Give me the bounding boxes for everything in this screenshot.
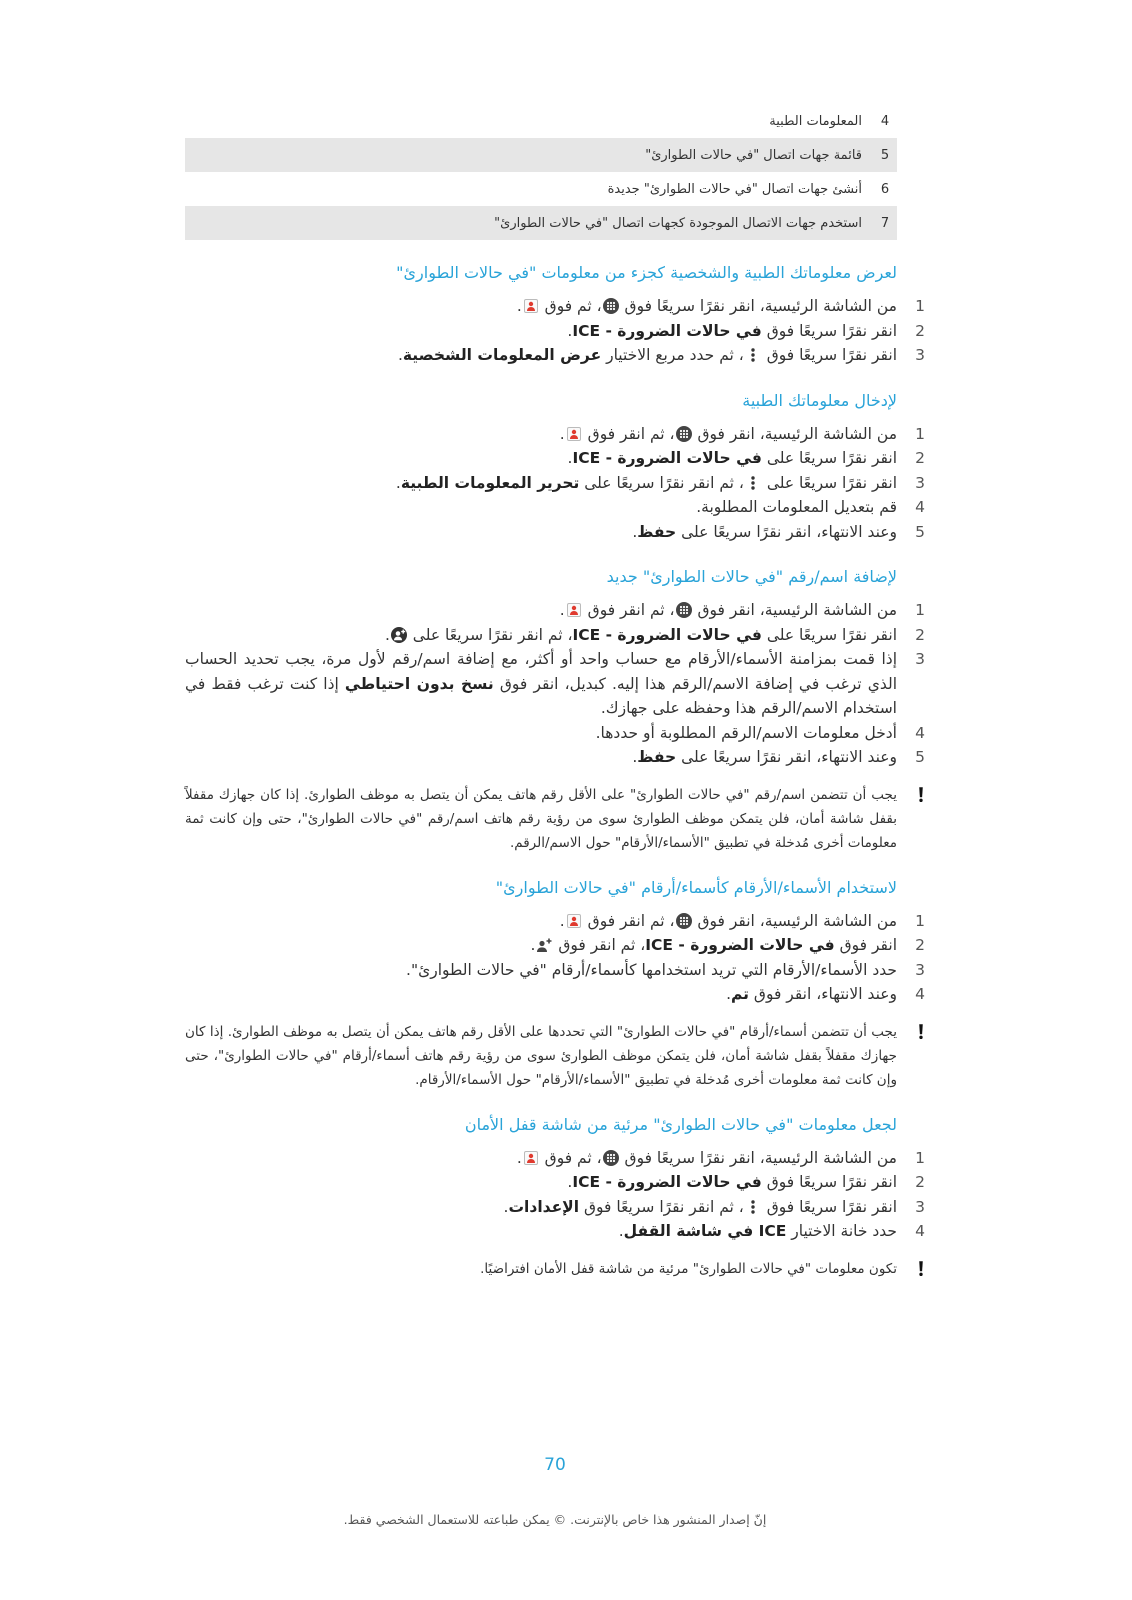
step-text: . — [384, 625, 390, 644]
ui-label: في حالات الضرورة - ICE — [645, 936, 835, 954]
step-text: انقر نقرًا سريعًا على — [761, 625, 897, 644]
step-number: 5 — [915, 522, 925, 541]
step-text: . — [516, 297, 522, 315]
step-number: 4 — [915, 1222, 925, 1240]
section-enter-medical-info — [185, 389, 925, 545]
legend-label: قائمة جهات اتصال "في حالات الطوارئ" — [645, 147, 862, 163]
ui-label: عرض المعلومات الشخصية — [402, 346, 602, 364]
step — [185, 909, 925, 934]
step — [185, 623, 925, 648]
section-heading: لإدخال معلوماتك الطبية — [742, 390, 897, 410]
step-number: 3 — [915, 1197, 925, 1216]
legend-label: استخدم جهات الاتصال الموجودة كجهات اتصال "في حالات الطوارئ" — [494, 215, 862, 231]
step-number: 3 — [915, 346, 925, 364]
steps-list — [185, 598, 925, 770]
step-number: 4 — [915, 498, 925, 516]
steps-list — [185, 294, 925, 368]
step — [185, 1170, 925, 1195]
note — [185, 783, 897, 855]
step-text: . — [559, 911, 565, 930]
step — [185, 495, 925, 520]
ui-label: تم — [731, 985, 749, 1003]
menu-icon — [745, 1199, 761, 1215]
ui-label: في حالات الضرورة - ICE — [572, 1173, 762, 1191]
warning-icon — [917, 1023, 925, 1040]
apps-icon — [676, 913, 692, 929]
step-text: . — [726, 985, 731, 1003]
step-number: 3 — [915, 473, 925, 492]
step-text: . — [567, 1173, 573, 1191]
note-text: يجب أن تتضمن اسم/رقم "في حالات الطوارئ" على الأقل رقم هاتف يمكن أن يتصل به موظف الطوارئ. إذا كان جهازك مقفلاً بقفل شاشة أمان، فلن يتمكن موظف الطوارئ سوى من رؤية رقم هاتف اسم/رقم "في حالات الطوارئ"، حتى وإن كانت ثمة معلومات أخرى مُدخلة في تطبيق "الأسماء/الأرقام" حول الاسم/الرقم. — [185, 786, 897, 851]
ui-label: في حالات الضرورة - ICE — [572, 625, 762, 644]
section-ice-on-lockscreen — [185, 1113, 925, 1281]
step-text: ، ثم انقر نقرًا سريعًا على — [579, 473, 744, 492]
step-text: . — [559, 601, 565, 619]
step-number: 1 — [915, 424, 925, 443]
note-text: تكون معلومات "في حالات الطوارئ" مرئية من شاشة قفل الأمان افتراضيًا. — [480, 1260, 897, 1277]
ice-app-icon — [566, 602, 582, 618]
section-heading: لإضافة اسم/رقم "في حالات الطوارئ" جديد — [606, 567, 897, 586]
legend-row — [185, 172, 897, 206]
step-text: ، ثم انقر فوق — [582, 424, 675, 443]
section-use-contacts-as-ice — [185, 876, 925, 1092]
step-text: أدخل معلومات الاسم/الرقم المطلوبة أو حددها. — [595, 723, 897, 742]
legend-row — [185, 104, 897, 138]
step — [185, 319, 925, 344]
step-text: . — [632, 522, 638, 541]
step-number: 4 — [915, 723, 925, 742]
apps-icon — [676, 602, 692, 618]
step — [185, 933, 925, 958]
apps-icon — [603, 1150, 619, 1166]
section-view-personal-info — [185, 261, 925, 368]
step-text: انقر نقرًا سريعًا فوق — [761, 321, 897, 340]
ui-label: في حالات الضرورة - ICE — [572, 321, 762, 340]
ice-app-icon — [566, 426, 582, 442]
footer-text: إنّ إصدار المنشور هذا خاص بالإنترنت. © يمكن طباعته للاستعمال الشخصي فقط. — [343, 1512, 767, 1527]
step-number: 2 — [915, 321, 925, 340]
ice-app-icon — [523, 298, 539, 314]
step-text: ، ثم حدد مربع الاختيار — [601, 346, 744, 364]
step-number: 3 — [915, 650, 925, 668]
step-text: انقر نقرًا سريعًا فوق — [761, 346, 897, 364]
step-number: 5 — [915, 748, 925, 766]
step-text: . — [516, 1148, 522, 1167]
warning-icon — [917, 1260, 925, 1277]
legend-number: 5 — [880, 147, 890, 163]
step — [185, 745, 925, 770]
numbered-legend-table — [185, 104, 897, 240]
step — [185, 1146, 925, 1171]
step-text: انقر فوق — [834, 936, 897, 954]
section-heading: لجعل معلومات "في حالات الطوارئ" مرئية من شاشة قفل الأمان — [464, 1114, 897, 1134]
step-text: ، ثم فوق — [539, 297, 602, 315]
add-people-icon — [536, 937, 552, 953]
step-text: من الشاشة الرئيسية، انقر فوق — [692, 424, 897, 443]
ui-label: الإعدادات — [508, 1197, 580, 1216]
menu-icon — [745, 475, 761, 491]
step-text: . — [530, 936, 536, 954]
step-text: وعند الانتهاء، انقر نقرًا سريعًا على — [676, 522, 897, 541]
step-text: انقر نقرًا سريعًا فوق — [761, 1197, 897, 1216]
ui-label: تحرير المعلومات الطبية — [400, 473, 580, 492]
step-number: 1 — [915, 1148, 925, 1167]
step — [185, 1219, 925, 1244]
step — [185, 958, 925, 983]
ice-app-icon — [566, 913, 582, 929]
legend-number: 7 — [880, 215, 890, 231]
section-heading: لاستخدام الأسماء/الأرقام كأسماء/أرقام "في حالات الطوارئ" — [495, 877, 897, 897]
step-text: انقر نقرًا سريعًا فوق — [761, 1173, 897, 1191]
step — [185, 598, 925, 623]
note-text: يجب أن تتضمن أسماء/أرقام "في حالات الطوارئ" التي تحددها على الأقل رقم هاتف يمكن أن يتصل به موظف الطوارئ. إذا كان جهازك مقفلاً بقفل شاشة أمان، فلن يتمكن موظف الطوارئ سوى من رؤية رقم هاتف أسماء/أرقام "في حالات الطوارئ"، حتى وإن كانت ثمة معلومات أخرى مُدخلة في تطبيق "الأسماء/الأرقام" حول الأسماء/الأرقام. — [185, 1023, 897, 1088]
step-text: . — [397, 346, 403, 364]
legend-label: المعلومات الطبية — [769, 113, 862, 129]
step-text: انقر نقرًا سريعًا على — [761, 449, 897, 467]
legend-label: أنشئ جهات اتصال "في حالات الطوارئ" جديدة — [607, 181, 862, 197]
apps-icon — [603, 298, 619, 314]
steps-list — [185, 1146, 925, 1244]
ice-app-icon — [523, 1150, 539, 1166]
step-number: 1 — [915, 911, 925, 930]
step — [185, 1195, 925, 1220]
step-text: إذا قمت بمزامنة الأسماء/الأرقام مع حساب واحد أو أكثر، مع إضافة اسم/رقم لأول مرة، يجب تحديد الحساب الذي ترغب في إضافة الاسم/الرقم هذا إليه. كبديل، انقر فوق — [185, 650, 897, 693]
step-text: ، ثم فوق — [539, 1148, 602, 1167]
menu-icon — [745, 347, 761, 363]
step-number: 2 — [915, 449, 925, 467]
step-text: ، ثم انقر نقرًا سريعًا فوق — [579, 1197, 744, 1216]
step-text: ، ثم انقر نقرًا سريعًا على — [407, 625, 573, 644]
ui-label: في حالات الضرورة - ICE — [572, 449, 762, 467]
section-heading: لعرض معلوماتك الطبية والشخصية كجزء من معلومات "في حالات الطوارئ" — [396, 263, 897, 282]
step — [185, 982, 925, 1007]
legend-row — [185, 138, 897, 172]
step-text: حدد الأسماء/الأرقام التي تريد استخدامها كأسماء/أرقام "في حالات الطوارئ". — [406, 960, 897, 979]
note — [185, 1020, 897, 1092]
step — [185, 343, 925, 368]
ui-label: حفظ — [637, 522, 677, 541]
step — [185, 520, 925, 545]
step-number: 3 — [915, 960, 925, 979]
ui-label: نسخ بدون احتياطي — [344, 674, 494, 693]
step-text: وعند الانتهاء، انقر نقرًا سريعًا على — [676, 748, 897, 766]
ui-label: ICE في شاشة القفل — [623, 1222, 787, 1240]
step-number: 2 — [915, 1173, 925, 1191]
warning-icon — [917, 786, 925, 803]
step-number: 1 — [915, 297, 925, 315]
steps-list — [185, 909, 925, 1007]
step-text: إذا كنت ترغب فقط في استخدام الاسم/الرقم هذا وحفظه على جهازك. — [185, 674, 897, 717]
page-number: 70 — [544, 1455, 566, 1475]
step-text: . — [618, 1222, 624, 1240]
step-text: . — [503, 1197, 509, 1216]
legend-number: 6 — [880, 181, 890, 197]
step-number: 1 — [915, 601, 925, 619]
step-text: قم بتعديل المعلومات المطلوبة. — [696, 498, 897, 516]
ui-label: حفظ — [637, 748, 677, 766]
step-text: حدد خانة الاختيار — [786, 1222, 897, 1240]
step-text: . — [395, 473, 401, 492]
legend-number: 4 — [880, 113, 890, 129]
step — [185, 422, 925, 447]
legend-row — [185, 206, 897, 240]
step-text: من الشاشة الرئيسية، انقر نقرًا سريعًا فوق — [619, 297, 897, 315]
add-contact-icon — [391, 627, 407, 643]
step-text: من الشاشة الرئيسية، انقر فوق — [692, 601, 897, 619]
step — [185, 721, 925, 746]
step — [185, 294, 925, 319]
step — [185, 471, 925, 496]
apps-icon — [676, 426, 692, 442]
step-text: من الشاشة الرئيسية، انقر نقرًا سريعًا فوق — [619, 1148, 897, 1167]
step — [185, 647, 925, 721]
step-text: ، ثم انقر فوق — [582, 911, 675, 930]
note — [185, 1257, 897, 1281]
step-text: وعند الانتهاء، انقر فوق — [748, 985, 897, 1003]
step-text: انقر نقرًا سريعًا على — [761, 473, 897, 492]
steps-list — [185, 422, 925, 545]
step-text: . — [632, 748, 638, 766]
step-text: . — [559, 424, 565, 443]
step-text: ، ثم انقر فوق — [582, 601, 675, 619]
section-add-ice-contact — [185, 565, 925, 855]
step-number: 4 — [915, 985, 925, 1003]
step-text: ، ثم انقر فوق — [553, 936, 646, 954]
step-number: 2 — [915, 625, 925, 644]
step-number: 2 — [915, 936, 925, 954]
step — [185, 446, 925, 471]
step-text: . — [567, 321, 573, 340]
page-content — [185, 104, 925, 1281]
step-text: من الشاشة الرئيسية، انقر فوق — [692, 911, 897, 930]
step-text: . — [567, 449, 573, 467]
